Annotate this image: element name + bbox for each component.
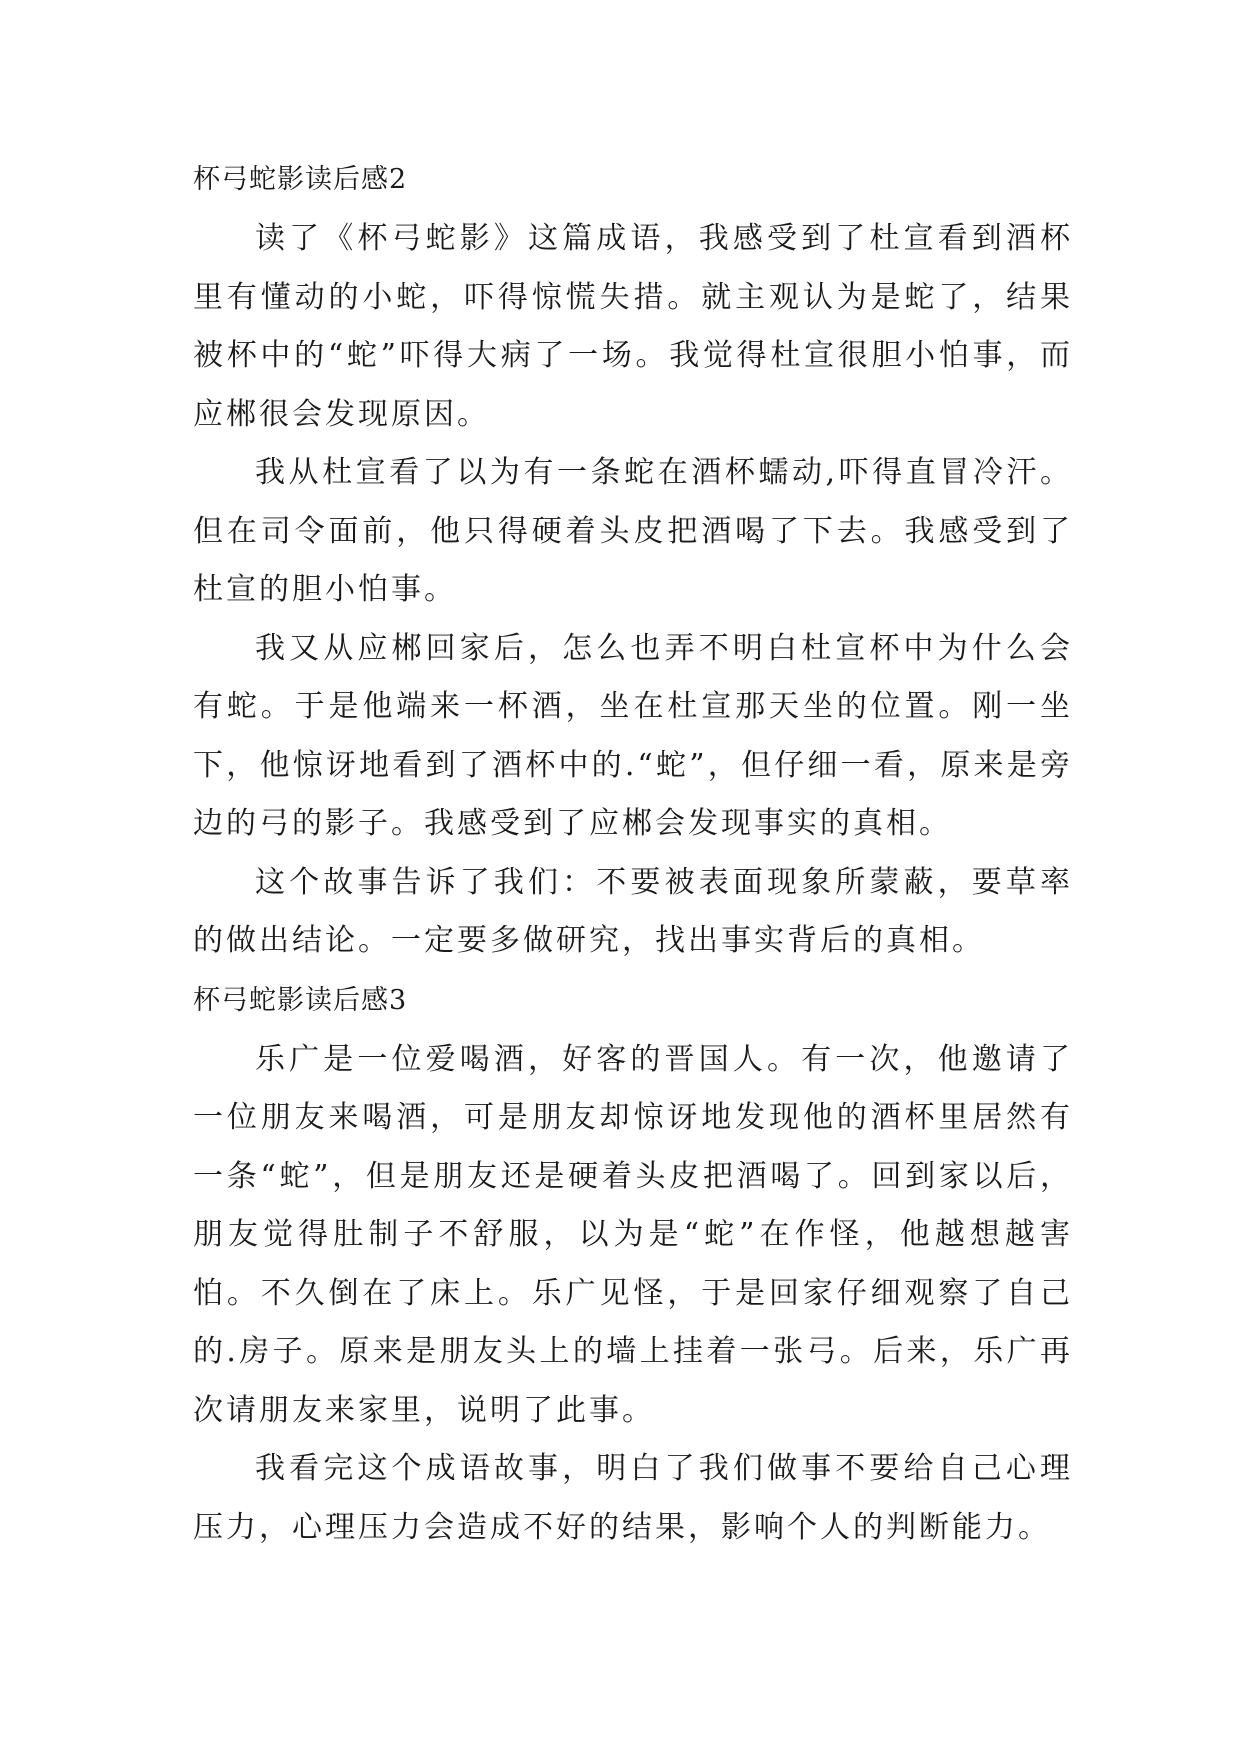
paragraph: 我从杜宣看了以为有一条蛇在酒杯蠕动,吓得直冒冷汗。但在司令面前，他只得硬着头皮把酒喝了下去。我感受到了杜宣的胆小怕事。 [193, 455, 1073, 607]
section-heading: 杯弓蛇影读后感2 [193, 164, 408, 195]
paragraph: 乐广是一位爱喝酒，好客的晋国人。有一次，他邀请了一位朋友来喝酒，可是朋友却惊讶地发现他的酒杯里居然有一条“蛇”，但是朋友还是硬着头皮把酒喝了。回到家以后，朋友觉得肚制子不舒服，以为是“蛇”在作怪，他越想越害怕。不久倒在了床上。乐广见怪，于是回家仔细观察了自己的.房子。原来是朋友头上的墙上挂着一张弓。后来，乐广再次请朋友来家里，说明了此事。 [193, 1041, 1073, 1428]
paragraph: 我又从应郴回家后，怎么也弄不明白杜宣杯中为什么会有蛇。于是他端来一杯酒，坐在杜宣那天坐的位置。刚一坐下，他惊讶地看到了酒杯中的.“蛇”，但仔细一看，原来是旁边的弓的影子。我感受到了应郴会发现事实的真相。 [193, 630, 1073, 841]
paragraph: 我看完这个成语故事，明白了我们做事不要给自己心理压力，心理压力会造成不好的结果，影响个人的判断能力。 [193, 1451, 1073, 1545]
paragraph: 这个故事告诉了我们：不要被表面现象所蒙蔽，要草率的做出结论。一定要多做研究，找出事实背后的真相。 [193, 864, 1073, 958]
document-page [193, 150, 1073, 1557]
paragraph: 读了《杯弓蛇影》这篇成语，我感受到了杜宣看到酒杯里有懂动的小蛇，吓得惊慌失措。就主观认为是蛇了，结果被杯中的“蛇”吓得大病了一场。我觉得杜宣很胆小怕事，而应郴很会发现原因。 [193, 221, 1073, 432]
section-2 [193, 150, 1073, 971]
section-3 [193, 971, 1073, 1558]
section-heading: 杯弓蛇影读后感3 [193, 984, 408, 1016]
